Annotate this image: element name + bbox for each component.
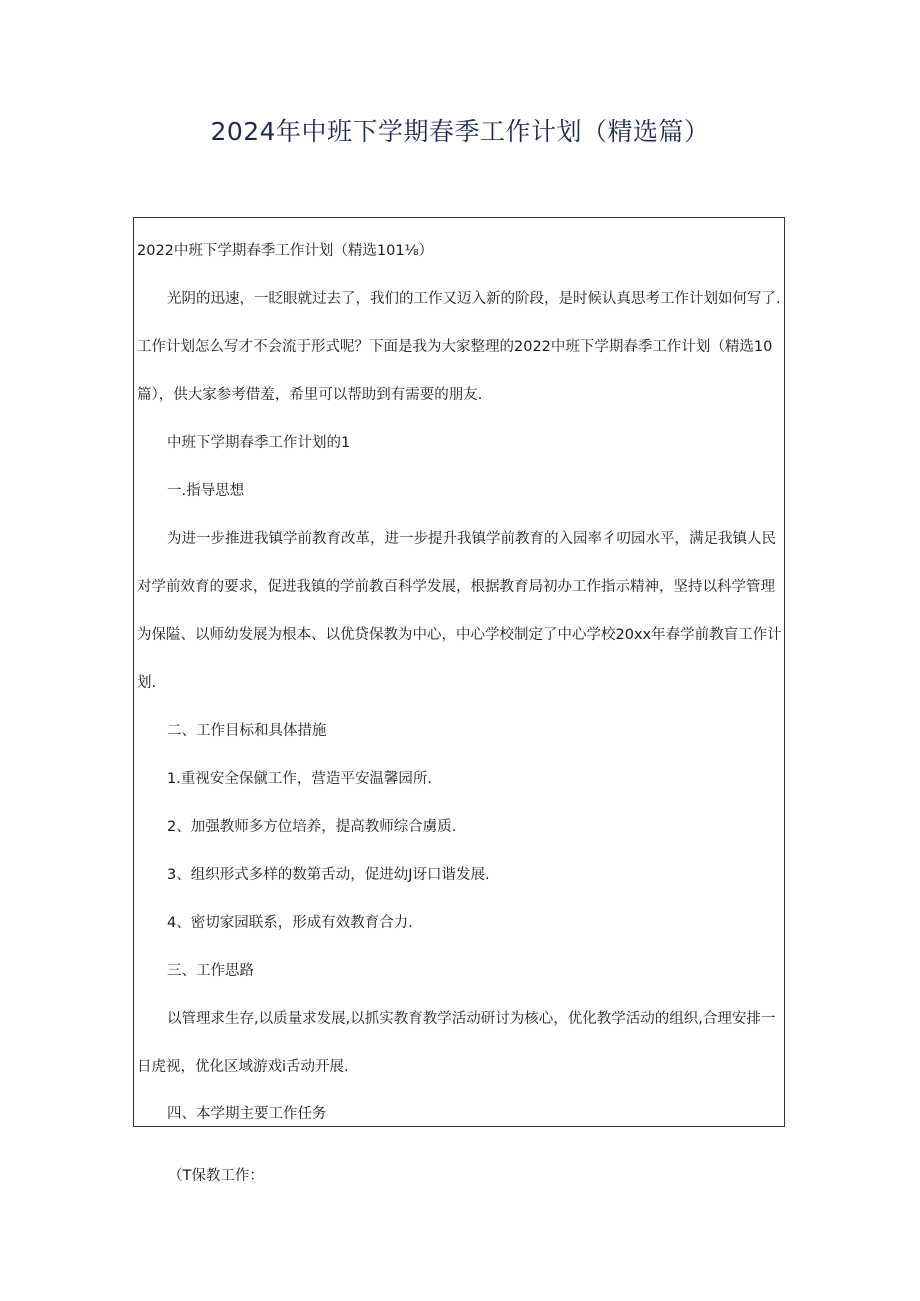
content-box	[133, 217, 785, 1127]
text-line: 对学前效育的要求，促进我镇的学前教百科学发展，根据教育局初办工作指示精神，坚持以科学管理	[137, 579, 775, 595]
text-line: 三、工作思路	[167, 963, 254, 979]
text-line: 四、本学期主要工作任务	[167, 1106, 327, 1122]
text-line: 4、密切家园联系，形成有效教育合力.	[167, 915, 413, 931]
text-line: 一.指导思想	[167, 483, 245, 499]
text-line: 光阴的迅速，一眨眼就过去了，我们的工作又迈入新的阶段，是时候认真思考工作计划如何写了.	[167, 291, 781, 307]
text-line: 以管理求生存,以质量求发展,以抓实教育教学活动研讨为核心，优化教学活动的组织,合理安排一	[167, 1011, 776, 1027]
text-line: 1.重视安全保僦工作，营造平安温馨园所.	[167, 771, 432, 787]
section-heading: （T保教工作：	[168, 1168, 264, 1184]
text-line: 为进一步推进我镇学前教育改革，进一步提升我镇学前教育的入园率彳叨园水平，满足我镇人民	[167, 531, 776, 547]
text-line: 二、工作目标和具体措施	[167, 723, 327, 739]
text-line: 划.	[137, 675, 157, 691]
text-line: 2、加强教师多方位培养，提高教师综合虜质.	[167, 819, 457, 835]
text-line: 工作计划怎么写才不会流于形式呢？下面是我为大家整理的2022中班下学期春季工作计划（精选10	[137, 339, 773, 355]
text-line: 为保隘、以师幼发展为根本、以优贷保教为中心，中心学校制定了中心学校20xx年春学前教盲工作计	[137, 627, 782, 643]
text-line: 3、组织形式多样的数第舌动，促进幼J讶口谐发展.	[167, 867, 490, 883]
document-title: 2024年中班下学期春季工作计划（精选篇）	[210, 117, 710, 146]
text-line: 中班下学期春季工作计划的1	[167, 435, 351, 451]
text-line: 2022中班下学期春季工作计划（精选101⅛）	[137, 243, 434, 259]
text-line: 篇），供大家参考借羞，希里可以帮助到有需要的朋友.	[137, 387, 483, 403]
text-line: 日虎视，优化区域游戏i舌动开展.	[137, 1059, 349, 1075]
